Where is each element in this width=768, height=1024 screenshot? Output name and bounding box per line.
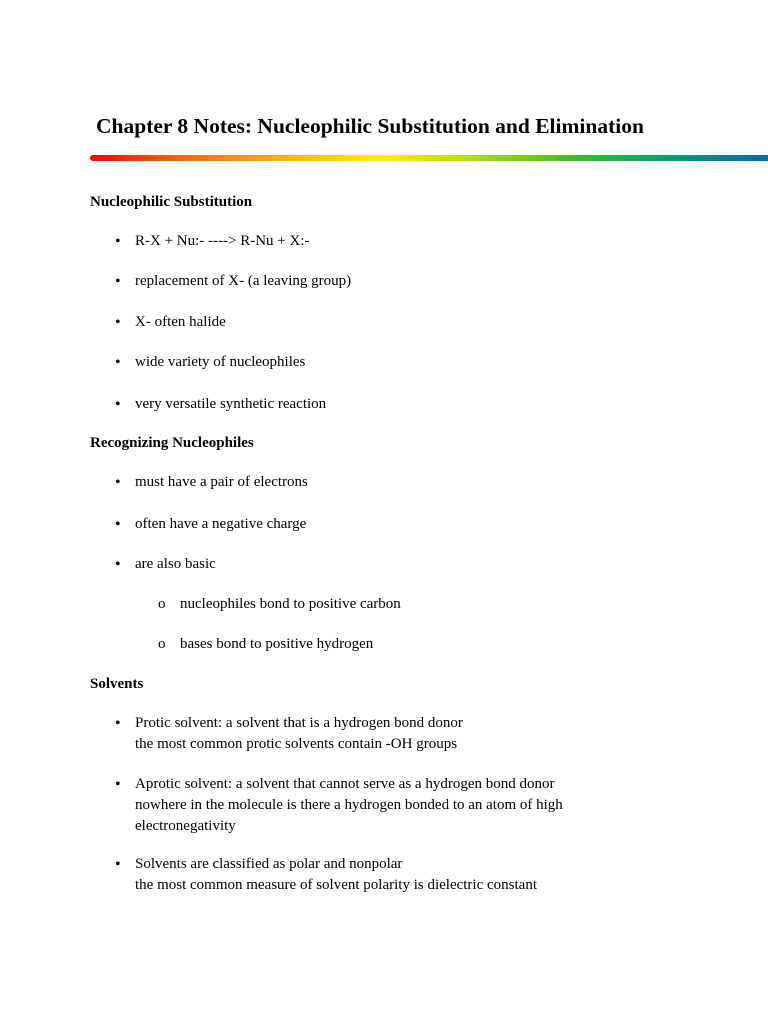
list-item	[115, 774, 563, 837]
list-item-text: Solvents are classified as polar and nonpolar	[135, 856, 403, 872]
bullet-icon: •	[115, 233, 121, 250]
list-item	[115, 312, 226, 333]
list-item-text: wide variety of nucleophiles	[135, 354, 306, 370]
list-item-text: the most common protic solvents contain -OH groups	[135, 736, 458, 752]
sub-bullet-icon: o	[158, 636, 166, 652]
bullet-icon: •	[115, 856, 121, 873]
list-item	[115, 231, 310, 252]
list-item-text: replacement of X- (a leaving group)	[135, 273, 352, 289]
sub-list-item	[158, 594, 401, 615]
section-heading-nucleophilic-substitution: Nucleophilic Substitution	[90, 194, 253, 210]
list-item-text: very versatile synthetic reaction	[135, 396, 327, 412]
sub-list-item-text: nucleophiles bond to positive carbon	[180, 596, 401, 612]
bullet-icon: •	[115, 715, 121, 732]
list-item-text: R-X + Nu:- ----> R-Nu + X:-	[135, 233, 310, 249]
list-item-text: X- often halide	[135, 314, 226, 330]
bullet-icon: •	[115, 516, 121, 533]
list-item-text: Aprotic solvent: a solvent that cannot serve as a hydrogen bond donor	[135, 776, 555, 792]
list-item-text: Protic solvent: a solvent that is a hydrogen bond donor	[135, 715, 463, 731]
section-heading-recognizing-nucleophiles: Recognizing Nucleophiles	[90, 435, 254, 451]
bullet-icon: •	[115, 354, 121, 371]
sub-list-item-text: bases bond to positive hydrogen	[180, 636, 374, 652]
list-item-text: often have a negative charge	[135, 516, 307, 532]
list-item	[115, 271, 352, 292]
list-item-text: electronegativity	[135, 818, 236, 834]
list-item-text: nowhere in the molecule is there a hydrogen bonded to an atom of high	[135, 797, 563, 813]
bullet-icon: •	[115, 474, 121, 491]
list-item	[115, 472, 308, 493]
section-heading-solvents: Solvents	[90, 676, 144, 692]
list-item	[115, 352, 306, 373]
list-item	[115, 514, 307, 535]
list-item-text: are also basic	[135, 556, 216, 572]
bullet-icon: •	[115, 396, 121, 413]
list-item-text: the most common measure of solvent polarity is dielectric constant	[135, 877, 537, 893]
bullet-icon: •	[115, 314, 121, 331]
list-item	[115, 554, 216, 575]
bullet-icon: •	[115, 776, 121, 793]
rainbow-divider	[90, 155, 768, 161]
sub-bullet-icon: o	[158, 596, 166, 612]
list-item	[115, 394, 327, 415]
sub-list-item	[158, 634, 374, 655]
bullet-icon: •	[115, 556, 121, 573]
list-item-text: must have a pair of electrons	[135, 474, 308, 490]
bullet-icon: •	[115, 273, 121, 290]
page-title: Chapter 8 Notes: Nucleophilic Substitution and Elimination	[96, 114, 644, 138]
list-item	[115, 854, 537, 896]
list-item	[115, 713, 463, 755]
